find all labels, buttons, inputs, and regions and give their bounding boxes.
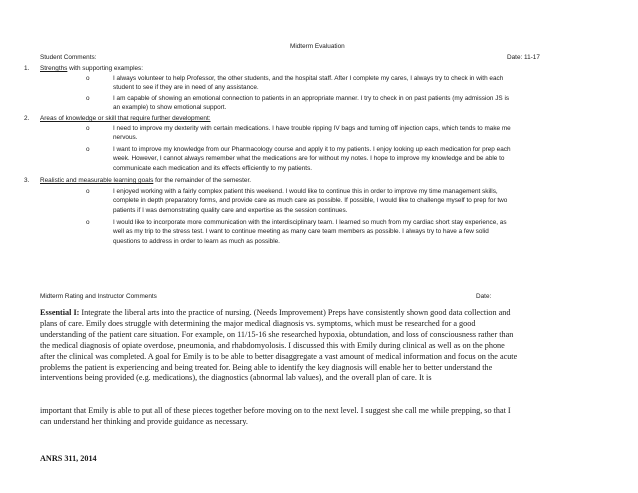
comment-line: after the clinical was completed. A goal for Emily is to be able to better disaggregate a vast amount of medical information and focus on the acute — [40, 351, 518, 361]
list-item-line: patients if I was demonstrating quality care and expertise as the session continues. — [113, 206, 348, 214]
bullet-marker: o — [86, 125, 90, 132]
essential-label: Essential I: — [40, 308, 80, 317]
section-heading-text: Areas of knowledge or skill that require further development: — [40, 115, 211, 122]
list-item-line: well as my trip to the stress test. I want to continue meeting as many care team members as possible. I always try to have a few solid — [113, 228, 489, 236]
list-item-line: questions to address in order to learn as much as possible. — [113, 237, 280, 245]
comment-line: understanding of the patient care situation. For example, on 11/15-16 she researched hypoxia, obtundation, and loss of consciousness rather than — [40, 329, 514, 339]
list-item — [113, 187, 507, 215]
list-item-line: I am capable of showing an emotional connection to patients in an appropriate manner. I try to check in on past patients (my admission JS is — [113, 95, 510, 102]
section-heading — [40, 176, 251, 185]
list-item-line: nervous. — [113, 134, 138, 142]
section-heading-text: Realistic and measurable learning goals — [40, 177, 154, 184]
bullet-marker: o — [86, 95, 90, 102]
list-item-line: week. However, I cannot always remember what the medications are for without my notes. I hope to improve my knowledge and be able to — [113, 155, 505, 163]
comment-line: interventions being provided (e.g. medications), the diagnostics (abnormal lab values), and the overall plan of care. It is — [40, 373, 432, 383]
rating-date-label: Date: — [476, 293, 492, 300]
comment-line — [40, 308, 517, 319]
document-title: Midterm Evaluation — [290, 43, 345, 50]
instructor-comments — [40, 308, 517, 384]
section-number: 1. — [24, 65, 30, 72]
section-heading-text: Strengths — [40, 65, 68, 72]
bullet-marker: o — [86, 188, 90, 195]
comment-line-text: Integrate the liberal arts into the practice of nursing. (Needs Improvement) Preps have consistently shown good data collection and — [79, 308, 511, 317]
list-item-line: I want to improve my knowledge from our Pharmacology course and apply it to my patients. I enjoy looking up each medication for prep each — [113, 146, 511, 153]
list-item — [113, 145, 511, 173]
comment-line: the medical diagnosis of opiate overdose, pneumonia, and rhabdomyolosis. I discussed this with Emily during clinical as well as on the phone — [40, 340, 505, 350]
list-item — [113, 218, 507, 246]
list-item — [113, 124, 511, 143]
list-item-line: an example) to show emotional support. — [113, 104, 227, 112]
section-heading — [40, 114, 211, 123]
section-number: 3. — [24, 177, 30, 184]
section-heading — [40, 64, 143, 73]
bullet-marker: o — [86, 75, 90, 82]
section-heading-suffix: for the remainder of the semester. — [153, 177, 252, 184]
student-comments-label: Student Comments: — [40, 54, 97, 61]
comment-line: plans of care. Emily does struggle with determining the major medical diagnosis vs. symptoms, which must be researched for a good — [40, 318, 476, 328]
instructor-comments-continued — [40, 406, 511, 428]
list-item-line: student to see if they are in need of any assistance. — [113, 84, 259, 92]
list-item-line: communicate each medication and its effects efficiently to my patients. — [113, 164, 313, 172]
list-item-line: I would like to incorporate more communication with the interdisciplinary team. I learned so much from my cardiac short stay experience, as — [113, 219, 507, 226]
bullet-marker: o — [86, 219, 90, 226]
section-number: 2. — [24, 115, 30, 122]
comment-line: can understand her thinking and provide guidance as necessary. — [40, 416, 248, 426]
rating-label: Midterm Rating and Instructor Comments — [40, 293, 157, 300]
date-label: Date: 11-17 — [507, 54, 540, 61]
section-heading-suffix: with supporting examples: — [67, 65, 144, 72]
comment-line: important that Emily is able to put all of these pieces together before moving on to the next level. I suggest she call me while prepping, so that I — [40, 406, 511, 415]
bullet-marker: o — [86, 146, 90, 153]
course-footer: ANRS 311, 2014 — [40, 454, 97, 463]
list-item — [113, 74, 503, 93]
list-item-line: complete in depth preparatory forms, and provide care as much care as possible. If possible, I would like to challenge myself to prep for two — [113, 197, 508, 205]
list-item-line: I always volunteer to help Professor, the other students, and the hospital staff. After I complete my cares, I always try to check in with each — [113, 75, 504, 82]
comment-line: problems the patient is experiencing and being treated for. Being able to identify the key diagnosis will enable her to better understand the — [40, 362, 493, 372]
list-item-line: I need to improve my dexterity with certain medications. I have trouble ripping IV bags and turning off injection caps, which tends to make me — [113, 125, 511, 132]
list-item-line: I enjoyed working with a fairly complex patient this weekend. I would like to continue this in order to improve my time management skills, — [113, 188, 498, 195]
list-item — [113, 94, 509, 113]
